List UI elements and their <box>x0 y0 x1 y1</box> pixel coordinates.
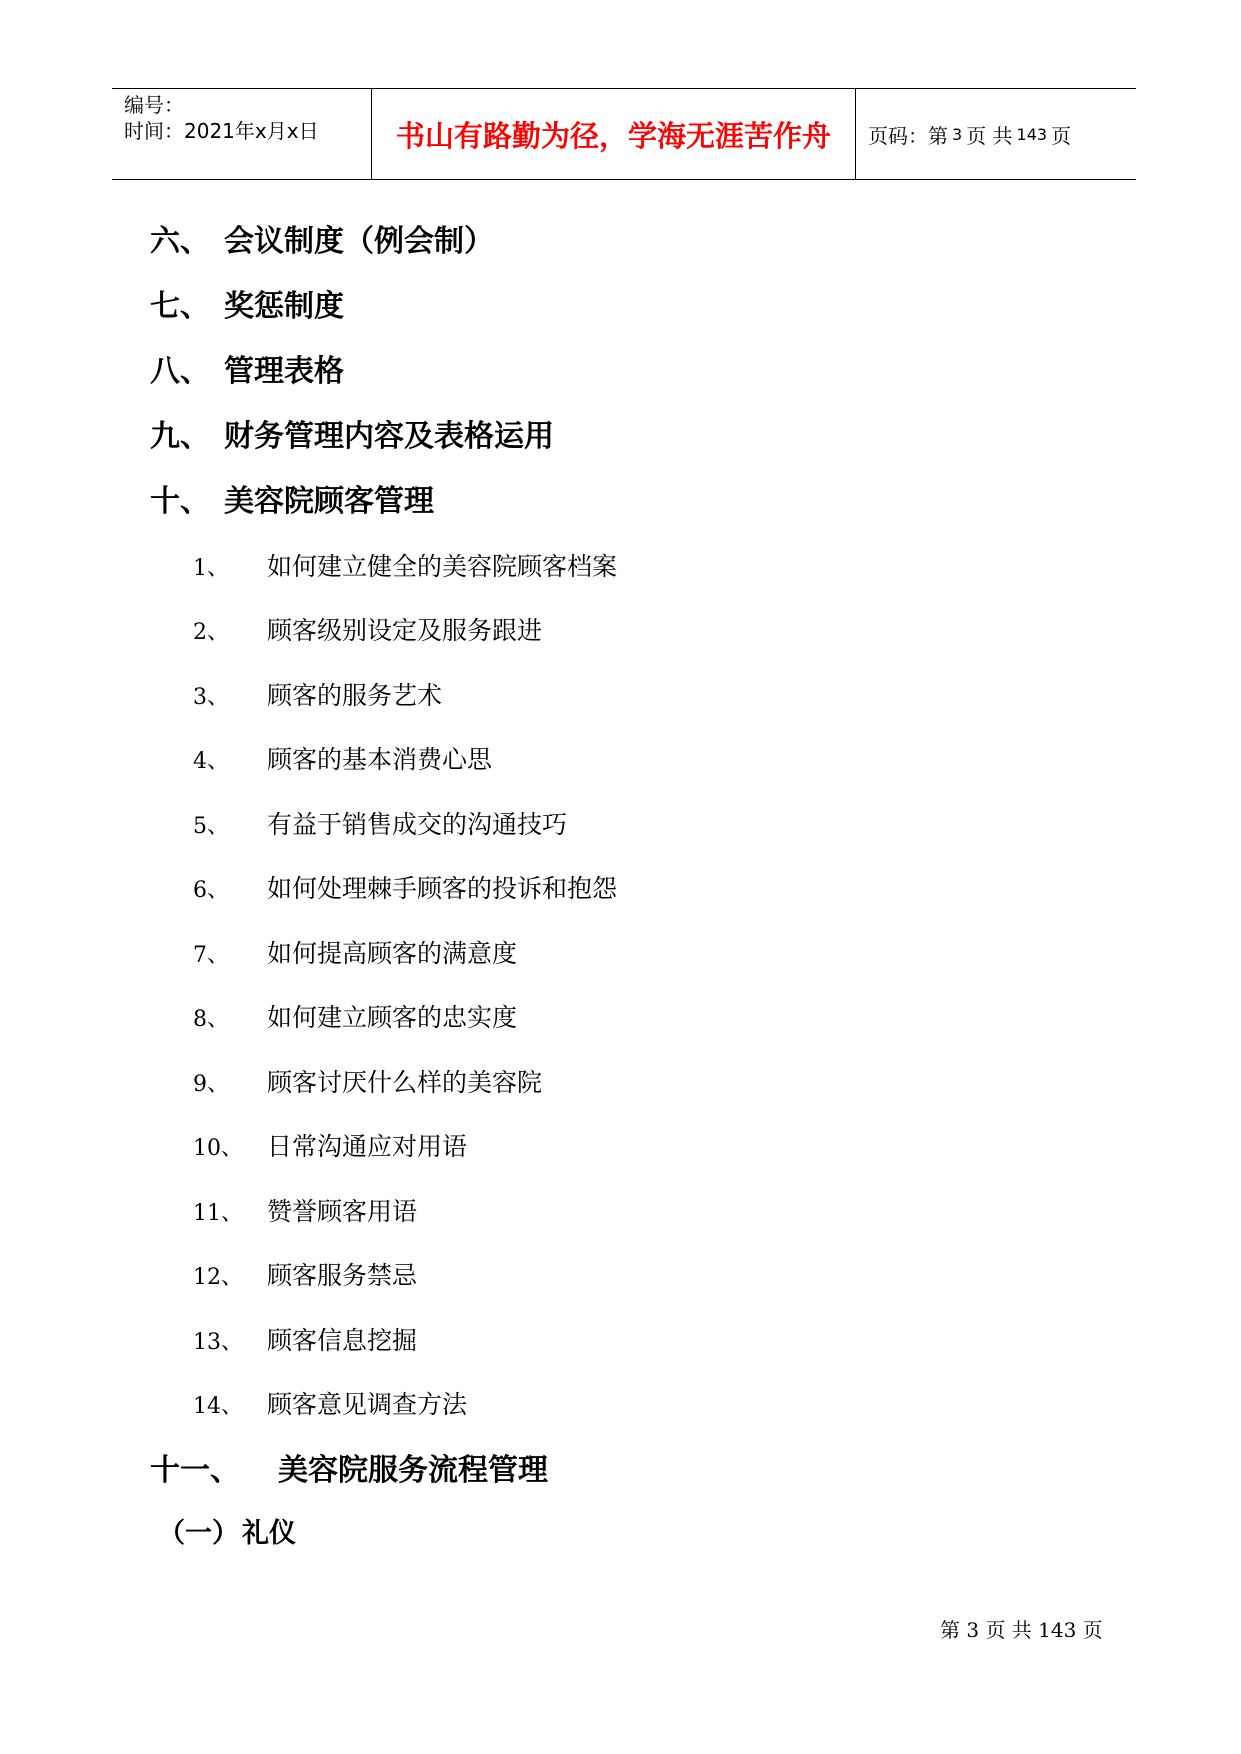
list-item <box>193 937 517 973</box>
list-item <box>193 679 442 715</box>
header-motto-cell <box>372 89 856 179</box>
header-page-mid: 页 共 <box>966 123 1013 148</box>
list-item-number: 5、 <box>193 814 229 839</box>
list-item-title: 如何处理棘手顾客的投诉和抱怨 <box>267 874 618 903</box>
list-item-title: 顾客意见调查方法 <box>267 1390 468 1419</box>
section-heading <box>150 222 494 262</box>
list-item-title: 顾客级别设定及服务跟进 <box>267 616 543 645</box>
list-item-number: 6、 <box>193 878 229 903</box>
subsection-number: （一） <box>158 1518 239 1549</box>
list-item-title: 赞誉顾客用语 <box>267 1197 418 1226</box>
page-footer: 第 3 页 共 143 页 <box>940 1618 1103 1642</box>
list-item-title: 如何提高顾客的满意度 <box>267 939 518 968</box>
list-item <box>193 1195 417 1231</box>
section-heading <box>150 482 434 522</box>
list-item-title: 顾客服务禁忌 <box>267 1261 418 1290</box>
list-item <box>193 872 617 908</box>
page-header <box>112 88 1136 180</box>
list-item-title: 如何建立健全的美容院顾客档案 <box>267 552 618 581</box>
section-title: 美容院顾客管理 <box>224 484 434 519</box>
section-heading <box>150 1451 548 1491</box>
section-title: 奖惩制度 <box>224 289 344 324</box>
list-item-title: 顾客的基本消费心思 <box>267 745 493 774</box>
section-heading <box>150 352 344 392</box>
section-title: 管理表格 <box>224 354 344 389</box>
list-item-number: 14、 <box>193 1394 243 1419</box>
list-item-title: 日常沟通应对用语 <box>267 1132 468 1161</box>
list-item <box>193 1066 542 1102</box>
list-item-number: 11、 <box>193 1201 243 1226</box>
section-number: 十一、 <box>150 1453 240 1488</box>
list-item-number: 4、 <box>193 749 229 774</box>
list-item <box>193 1130 467 1166</box>
section-number: 七、 <box>150 289 210 324</box>
header-page-cell <box>856 89 1136 179</box>
list-item-number: 2、 <box>193 620 229 645</box>
list-item <box>193 1324 417 1360</box>
header-page-num: 3 <box>952 124 963 144</box>
section-number: 六、 <box>150 224 210 259</box>
section-heading <box>150 287 344 327</box>
list-item <box>193 1388 467 1424</box>
section-number: 九、 <box>150 419 210 454</box>
header-code-label: 编号： <box>124 93 184 117</box>
list-item-number: 7、 <box>193 943 229 968</box>
header-page-prefix: 页码：第 <box>868 123 948 148</box>
list-item-number: 12、 <box>193 1265 243 1290</box>
list-item <box>193 743 492 779</box>
list-item-number: 1、 <box>193 556 229 581</box>
section-title: 会议制度（例会制） <box>224 224 494 259</box>
header-motto: 书山有路勤为径，学海无涯苦作舟 <box>395 118 831 153</box>
header-date-label: 时间：2021年x月x日 <box>124 119 319 143</box>
list-item <box>193 1259 417 1295</box>
list-item-number: 10、 <box>193 1136 243 1161</box>
list-item <box>193 808 567 844</box>
list-item <box>193 550 617 586</box>
section-number: 八、 <box>150 354 210 389</box>
list-item-title: 有益于销售成交的沟通技巧 <box>267 810 568 839</box>
list-item-number: 13、 <box>193 1330 243 1355</box>
section-title: 财务管理内容及表格运用 <box>224 419 554 454</box>
list-item <box>193 614 542 650</box>
header-page-total: 143 <box>1016 124 1048 144</box>
section-title: 美容院服务流程管理 <box>278 1453 548 1488</box>
subsection-title: 礼仪 <box>242 1518 296 1549</box>
header-page-suffix: 页 <box>1051 123 1072 148</box>
list-item-title: 顾客的服务艺术 <box>267 681 443 710</box>
section-heading <box>150 417 554 457</box>
list-item-title: 顾客信息挖掘 <box>267 1326 418 1355</box>
list-item-number: 9、 <box>193 1072 229 1097</box>
list-item-number: 8、 <box>193 1007 229 1032</box>
list-item <box>193 1001 517 1037</box>
list-item-number: 3、 <box>193 685 229 710</box>
subsection-heading <box>158 1516 296 1552</box>
header-info-cell <box>112 89 372 179</box>
list-item-title: 顾客讨厌什么样的美容院 <box>267 1068 543 1097</box>
section-number: 十、 <box>150 484 210 519</box>
list-item-title: 如何建立顾客的忠实度 <box>267 1003 518 1032</box>
